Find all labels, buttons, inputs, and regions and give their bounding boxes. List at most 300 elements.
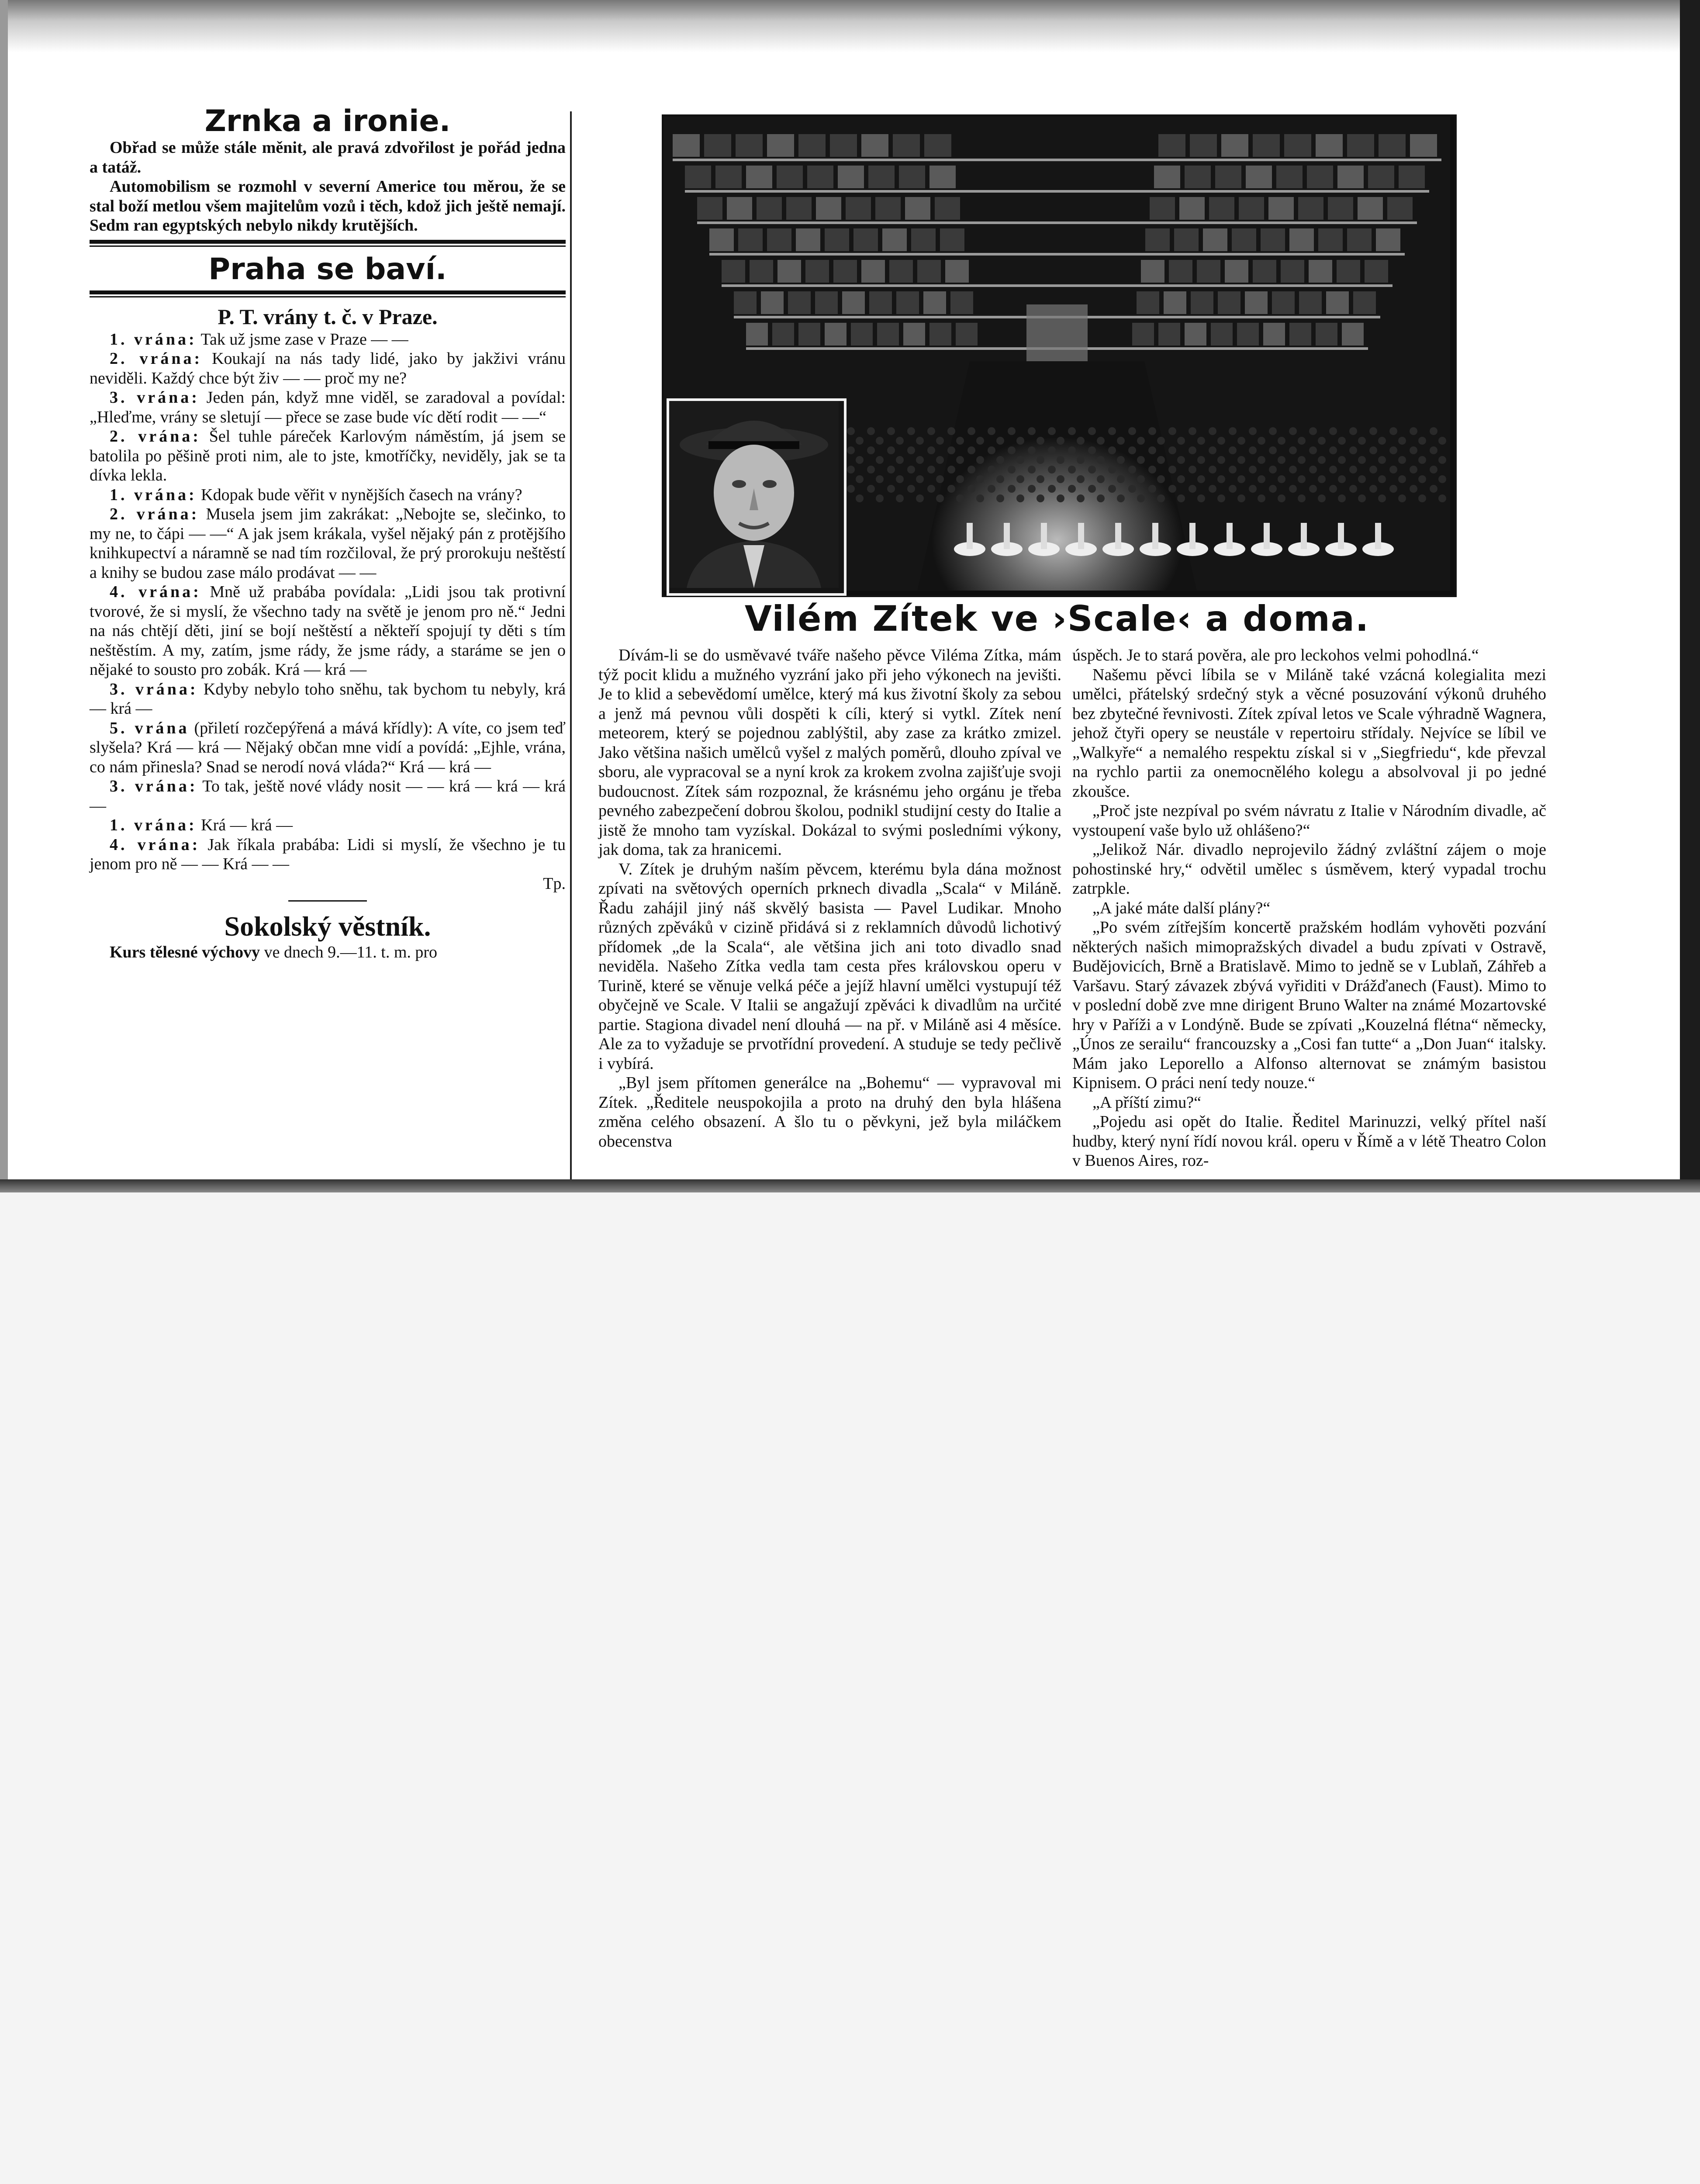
audience-head — [1438, 475, 1446, 483]
balcony-box — [1154, 166, 1180, 188]
audience-head — [1148, 446, 1156, 454]
dancer-body — [1301, 523, 1307, 549]
audience-head — [1168, 427, 1176, 435]
dancer-body — [1115, 523, 1121, 549]
balcony-box — [786, 197, 812, 220]
dancer-body — [1078, 523, 1084, 549]
audience-head — [1329, 446, 1337, 454]
audience-head — [1028, 427, 1036, 435]
audience-head — [887, 466, 895, 473]
audience-head — [1048, 427, 1056, 435]
dialogue-line — [90, 349, 566, 388]
dialogue-line — [90, 582, 566, 680]
balcony-box — [1410, 134, 1437, 157]
audience-head — [1108, 427, 1116, 435]
dancer-body — [1152, 523, 1158, 549]
audience-head — [907, 466, 915, 473]
audience-head — [1088, 427, 1096, 435]
balcony-box — [709, 228, 734, 251]
audience-head — [1168, 485, 1176, 493]
audience-head — [956, 437, 964, 445]
article-paragraph: Našemu pěvci líbila se v Miláně také vzácná kolegialita mezi umělci, přátelský srdečný styk a věcné posuzování výkonů druhého bez zbytečné řevnivosti. Zítek zpíval letos ve Scale výhradně Wagnera, jehož čtyři opery se neustále v repertoiru střídaly. Nejvíce se líbil ve „Walkyře“ a nemalého respektu získal si v „Siegfriedu“, kde převzal na rychlo partii za onemocnělého kolegu a absolvoval ji po jedné zkoušce. — [1072, 665, 1546, 801]
audience-head — [867, 446, 875, 454]
audience-head — [1237, 475, 1245, 483]
balcony-box — [877, 323, 899, 346]
audience-head — [927, 427, 935, 435]
audience-head — [1168, 466, 1176, 473]
dialogue-line — [90, 427, 566, 485]
audience-head — [876, 437, 884, 445]
balcony-box — [697, 197, 722, 220]
dialogue-line — [90, 777, 566, 816]
audience-head — [1016, 494, 1024, 502]
audience-head — [1097, 475, 1105, 483]
article-paragraph: „Byl jsem přítomen generálce na „Bohemu“ — vypravoval mi Zítek. „Ředitele neuspokojila a proto na druhý den byla hlášena změna celého obsazení. A šlo tu o pěvkyni, jež byla miláčkem obecenstva — [598, 1074, 1061, 1151]
audience-head — [1438, 437, 1446, 445]
article-paragraph: „A příští zimu?“ — [1092, 1093, 1202, 1112]
audience-head — [1157, 494, 1165, 502]
audience-head — [988, 427, 995, 435]
audience-head — [1088, 446, 1096, 454]
balcony-box — [1190, 134, 1217, 157]
speaker-label: 4. vrána: — [110, 835, 200, 854]
audience-head — [1108, 466, 1116, 473]
balcony-box — [1209, 197, 1234, 220]
audience-head — [1329, 466, 1337, 473]
audience-head — [1048, 446, 1056, 454]
balcony-box — [1253, 260, 1276, 283]
audience-head — [947, 427, 955, 435]
audience-head — [1309, 466, 1317, 473]
balcony-box — [1239, 197, 1264, 220]
audience-head — [1229, 466, 1237, 473]
audience-head — [927, 485, 935, 493]
balcony-box — [816, 197, 841, 220]
audience-head — [976, 494, 984, 502]
audience-head — [1318, 437, 1326, 445]
audience-head — [1398, 494, 1406, 502]
audience-head — [956, 456, 964, 464]
balcony-box — [1337, 260, 1360, 283]
balcony-box — [911, 228, 936, 251]
balcony-box — [1203, 228, 1227, 251]
audience-head — [996, 437, 1004, 445]
balcony-box — [1211, 323, 1233, 346]
audience-head — [1237, 456, 1245, 464]
dancer-body — [1004, 523, 1010, 549]
crow-dialogue — [90, 330, 566, 874]
balcony-rail — [697, 221, 1417, 224]
balcony-box — [1197, 260, 1220, 283]
audience-head — [976, 437, 984, 445]
audience-head — [1358, 437, 1366, 445]
audience-head — [856, 456, 864, 464]
audience-head — [1349, 466, 1357, 473]
audience-head — [1016, 475, 1024, 483]
audience-head — [1418, 494, 1426, 502]
balcony-box — [889, 260, 913, 283]
audience-head — [1269, 446, 1277, 454]
balcony-box — [825, 228, 849, 251]
audience-head — [1217, 475, 1225, 483]
audience-head — [976, 475, 984, 483]
section-rule — [90, 240, 566, 244]
speaker-label: 2. vrána: — [110, 505, 200, 523]
audience-head — [967, 427, 975, 435]
balcony-box — [1145, 228, 1170, 251]
audience-head — [1430, 446, 1437, 454]
sokol-heading: Sokolský věstník. — [224, 911, 431, 942]
balcony-box — [777, 260, 801, 283]
audience-head — [1008, 446, 1016, 454]
audience-head — [1278, 494, 1285, 502]
balcony-box — [899, 166, 925, 188]
audience-head — [936, 437, 944, 445]
balcony-box — [1328, 197, 1353, 220]
audience-head — [1278, 456, 1285, 464]
portrait-drawing — [669, 401, 839, 588]
audience-head — [1197, 456, 1205, 464]
audience-head — [1137, 475, 1145, 483]
audience-head — [1028, 466, 1036, 473]
audience-head — [1389, 427, 1397, 435]
audience-head — [1168, 446, 1176, 454]
balcony-box — [1218, 291, 1240, 314]
balcony-rail — [673, 159, 1441, 161]
dialogue-text: Tak už jsme zase v Praze — — — [197, 330, 408, 349]
balcony-box — [956, 323, 978, 346]
balcony-box — [1307, 166, 1333, 188]
balcony-box — [1137, 291, 1159, 314]
audience-head — [1008, 466, 1016, 473]
dialogue-text: Musela jsem jim zakrákat: „Nebojte se, slečinko, to my ne, to čápi — —“ A jak jsem krákala, vyšel nějaký pán z protějšího knihkupectví a náramně se nad tím rozčiloval, že prý prorokuju neštěstí a knihy se budou zase málo prodávat — — — [90, 505, 566, 582]
audience-head — [1057, 494, 1064, 502]
balcony-box — [1164, 291, 1186, 314]
audience-head — [967, 446, 975, 454]
balcony-box — [1215, 166, 1241, 188]
article-paragraph: „Po svém zítřejším koncertě pražském hodlám vyhověti pozvání některých našich mimopražských divadel a budu zpívati v Ostravě, Budějovicích, Brně a Bratislavě. Mimo to jedně se v Lublaň, Záhřeb a Varšavu. Starý závazek zbývá vyřiditi v Drážďanech (Faust). Mimo to v poslední době zve mne dirigent Bruno Walter na známé Mozartovské hry v Paříži a v Londýně. Bude se zpívati „Kouzelná flétna“ německy, „Únos ze serailu“ francouzsky a „Cosi fan tutte“ a „Don Juan“ italsky. Mám jako Leporello a Alfonso alternovat se známým basistou Kipnisem. O práci není tedy nouze.“ — [1072, 918, 1546, 1092]
balcony-box — [1158, 134, 1185, 157]
audience-head — [1157, 456, 1165, 464]
audience-head — [856, 475, 864, 483]
balcony-box — [704, 134, 731, 157]
audience-head — [1269, 485, 1277, 493]
balcony-box — [734, 291, 757, 314]
audience-head — [1369, 466, 1377, 473]
audience-head — [1148, 466, 1156, 473]
audience-head — [1378, 437, 1386, 445]
audience-head — [947, 446, 955, 454]
dialogue-text: Mně už prabába povídala: „Lidi jsou tak protivní tvorové, že si myslí, že všechno tady na světě je jenom pro ně.“ Jedni na nás chtějí děti, jiní se bojí neštěstí a někteří spojují ty děti s tím neštěstím. A my, zatím, jsme rády, že jsme rády, a staráme se jen o nějaké to sousto pro zobák. Krá — krá — — [90, 583, 566, 679]
balcony-box — [746, 166, 772, 188]
audience-head — [1209, 485, 1216, 493]
dialogue-text: Kdyby nebylo toho sněhu, tak bychom tu nebyly, krá — krá — — [90, 680, 566, 718]
balcony-box — [761, 291, 784, 314]
audience-head — [1258, 475, 1265, 483]
balcony-box — [935, 197, 960, 220]
audience-head — [867, 485, 875, 493]
balcony-box — [1284, 134, 1311, 157]
balcony-rail — [709, 253, 1405, 256]
scan-bottom-edge — [0, 1179, 1700, 1192]
audience-head — [1217, 456, 1225, 464]
balcony-box — [1158, 323, 1180, 346]
balcony-box — [1268, 197, 1294, 220]
audience-head — [1016, 437, 1024, 445]
audience-head — [1128, 466, 1136, 473]
balcony-box — [893, 134, 920, 157]
balcony-box — [838, 166, 864, 188]
audience-head — [847, 427, 855, 435]
balcony-box — [1245, 291, 1268, 314]
audience-head — [887, 427, 895, 435]
balcony-rail — [685, 190, 1429, 193]
dialogue-line — [90, 816, 566, 835]
left-column — [90, 105, 566, 962]
audience-head — [907, 427, 915, 435]
audience-head — [1410, 485, 1417, 493]
article-paragraph: V. Zítek je druhým naším pěvcem, kterému byla dána možnost zpívati na světových operních prknech divadla „Scala“ v Miláně. Řadu zahájil jiný náš skvělý basista — Pavel Ludikar. Mnoho různých zpěváků v cizině přidává si z reklamních důvodů lichotivý přídomek „de la Scala“, ale většina jich ani toto divadlo snad neviděla. Našeho Zítka vedla tam cesta přes královskou operu v Turině, které se věnuje velká péče a jejíž hlavní umělci vystupují též obyčejně ve Scale. V Italii se angažují zpěváci k divadlům na určité partie. Stagiona divadel není dlouhá — na př. v Miláně asi 4 měsíce. Ale za to vyžaduje se prvotřídní provedení. A studuje se tedy pečlivě i vybírá. — [598, 860, 1061, 1073]
speaker-label: 5. vrána — [110, 719, 190, 737]
audience-head — [1318, 494, 1326, 502]
article-title: Vilém Zítek ve ›Scale‹ a doma. — [744, 598, 1370, 639]
audience-head — [1229, 485, 1237, 493]
audience-head — [1418, 437, 1426, 445]
audience-head — [1249, 485, 1257, 493]
balcony-box — [715, 166, 742, 188]
audience-head — [867, 427, 875, 435]
balcony-box — [1309, 260, 1332, 283]
sokol-lead: Kurs tělesné výchovy — [110, 943, 260, 961]
audience-head — [1278, 437, 1285, 445]
article-paragraph: „Proč jste nezpíval po svém návratu z Italie v Národním divadle, ač vystoupení vaše bylo už ohlášeno?“ — [1072, 802, 1546, 840]
audience-head — [1128, 427, 1136, 435]
audience-head — [1077, 475, 1085, 483]
balcony-box — [929, 166, 956, 188]
audience-head — [1418, 475, 1426, 483]
audience-head — [1369, 485, 1377, 493]
balcony-box — [1221, 134, 1248, 157]
audience-head — [1177, 437, 1185, 445]
balcony-box — [1185, 323, 1206, 346]
audience-head — [1128, 446, 1136, 454]
audience-head — [1189, 446, 1196, 454]
balcony-box — [1289, 323, 1311, 346]
audience-head — [1016, 456, 1024, 464]
audience-head — [1278, 475, 1285, 483]
audience-head — [1298, 437, 1306, 445]
balcony-box — [1132, 323, 1154, 346]
audience-head — [1438, 494, 1446, 502]
audience-head — [996, 456, 1004, 464]
audience-head — [916, 456, 924, 464]
balcony-box — [1261, 228, 1285, 251]
audience-head — [927, 466, 935, 473]
balcony-box — [842, 291, 865, 314]
dancer-body — [1041, 523, 1047, 549]
audience-head — [956, 494, 964, 502]
audience-head — [1410, 466, 1417, 473]
speaker-label: 4. vrána: — [110, 583, 201, 601]
audience-head — [988, 446, 995, 454]
audience-head — [1309, 485, 1317, 493]
dialogue-text: Šel tuhle páreček Karlovým náměstím, já jsem se batolila po pěšině proti nim, ale to jste, kmotříčky, neviděly, jak se ta dívka lekla. — [90, 427, 566, 484]
balcony-box — [736, 134, 763, 157]
balcony-box — [846, 197, 871, 220]
audience-head — [988, 485, 995, 493]
speaker-label: 2. vrána: — [110, 427, 201, 446]
audience-head — [916, 475, 924, 483]
balcony-box — [1365, 260, 1388, 283]
audience-head — [1237, 437, 1245, 445]
balcony-box — [1272, 291, 1295, 314]
irony-paragraph-2: Automobilism se rozmohl v severní Americe tou měrou, že se stal boží metlou všem majitelům vozů i těch, kdož jich ještě nemají. Sedm ran egyptských nebylo nikdy krutějších. — [90, 177, 566, 235]
balcony-box — [851, 323, 873, 346]
audience-head — [996, 475, 1004, 483]
audience-head — [1057, 475, 1064, 483]
audience-head — [1088, 485, 1096, 493]
article-signature: Tp. — [543, 874, 566, 893]
dialogue-text: Krá — krá — — [197, 816, 293, 834]
audience-head — [1349, 485, 1357, 493]
balcony-box — [777, 166, 803, 188]
audience-head — [927, 446, 935, 454]
scan-top-shadow — [0, 0, 1680, 52]
audience-head — [896, 437, 904, 445]
audience-head — [1068, 485, 1076, 493]
audience-head — [1318, 456, 1326, 464]
balcony-box — [1225, 260, 1248, 283]
balcony-box — [1246, 166, 1272, 188]
audience-head — [936, 475, 944, 483]
dialogue-text: Kdopak bude věřit v nynějších časech na vrány? — [197, 485, 522, 504]
balcony-box — [1174, 228, 1199, 251]
balcony-box — [1326, 291, 1349, 314]
audience-head — [1008, 485, 1016, 493]
audience-head — [1358, 456, 1366, 464]
audience-head — [1369, 446, 1377, 454]
dialogue-text: To tak, ještě nové vlády nosit — — krá — krá — krá — — [90, 777, 566, 815]
balcony-box — [1253, 134, 1280, 157]
irony-paragraph-1: Obřad se může stále měnit, ale pravá zdvořilost je pořád jedna a tatáž. — [90, 138, 566, 176]
audience-head — [1117, 437, 1125, 445]
balcony-box — [861, 260, 885, 283]
balcony-box — [1237, 323, 1259, 346]
audience-head — [1209, 466, 1216, 473]
audience-head — [1068, 446, 1076, 454]
audience-head — [856, 437, 864, 445]
balcony-box — [1141, 260, 1164, 283]
dialogue-line — [90, 835, 566, 874]
audience-head — [847, 446, 855, 454]
audience-head — [1289, 485, 1297, 493]
audience-head — [1068, 427, 1076, 435]
audience-head — [1217, 494, 1225, 502]
audience-head — [1209, 427, 1216, 435]
audience-head — [1338, 475, 1346, 483]
audience-head — [1137, 494, 1145, 502]
balcony-box — [1353, 291, 1376, 314]
dancer-body — [1375, 523, 1381, 549]
balcony-box — [1169, 260, 1192, 283]
audience-head — [1389, 466, 1397, 473]
audience-head — [1028, 446, 1036, 454]
audience-head — [1430, 485, 1437, 493]
audience-head — [1117, 494, 1125, 502]
balcony-box — [868, 166, 895, 188]
balcony-box — [1358, 197, 1383, 220]
balcony-box — [903, 323, 925, 346]
audience-head — [1298, 456, 1306, 464]
balcony-box — [798, 323, 820, 346]
audience-head — [1177, 456, 1185, 464]
audience-head — [1008, 427, 1016, 435]
balcony-box — [1316, 323, 1337, 346]
audience-head — [1197, 475, 1205, 483]
audience-head — [1249, 466, 1257, 473]
balcony-box — [945, 260, 969, 283]
balcony-box — [1263, 323, 1285, 346]
audience-head — [1108, 485, 1116, 493]
audience-head — [1309, 427, 1317, 435]
balcony-box — [825, 323, 847, 346]
audience-head — [1349, 446, 1357, 454]
balcony-box — [905, 197, 930, 220]
balcony-box — [869, 291, 892, 314]
balcony-box — [917, 260, 941, 283]
audience-head — [1097, 437, 1105, 445]
balcony-box — [738, 228, 763, 251]
audience-head — [1349, 427, 1357, 435]
audience-head — [916, 437, 924, 445]
audience-head — [1048, 466, 1056, 473]
audience-head — [1057, 437, 1064, 445]
audience-head — [1338, 437, 1346, 445]
balcony-box — [1232, 228, 1256, 251]
audience-head — [1097, 456, 1105, 464]
balcony-box — [1150, 197, 1175, 220]
audience-head — [887, 446, 895, 454]
balcony-box — [798, 134, 826, 157]
audience-head — [976, 456, 984, 464]
audience-head — [1137, 437, 1145, 445]
balcony-box — [1342, 323, 1364, 346]
audience-head — [876, 456, 884, 464]
article-column-2 — [1072, 646, 1546, 1171]
audience-head — [1229, 427, 1237, 435]
balcony-box — [757, 197, 782, 220]
balcony-box — [1399, 166, 1425, 188]
praha-heading: Praha se baví. — [208, 252, 447, 287]
article-paragraph: „A jaké máte další plány?“ — [1092, 898, 1271, 917]
dialogue-line — [90, 485, 566, 505]
audience-head — [1157, 437, 1165, 445]
audience-head — [936, 456, 944, 464]
balcony-box — [875, 197, 901, 220]
audience-head — [1269, 466, 1277, 473]
audience-head — [1410, 446, 1417, 454]
audience-head — [1037, 456, 1044, 464]
audience-head — [1389, 485, 1397, 493]
audience-head — [1177, 494, 1185, 502]
dialogue-line — [90, 505, 566, 582]
balcony-box — [1191, 291, 1213, 314]
balcony-box — [722, 260, 745, 283]
audience-head — [1037, 475, 1044, 483]
audience-head — [856, 494, 864, 502]
audience-head — [1438, 456, 1446, 464]
dancer-body — [1338, 523, 1344, 549]
